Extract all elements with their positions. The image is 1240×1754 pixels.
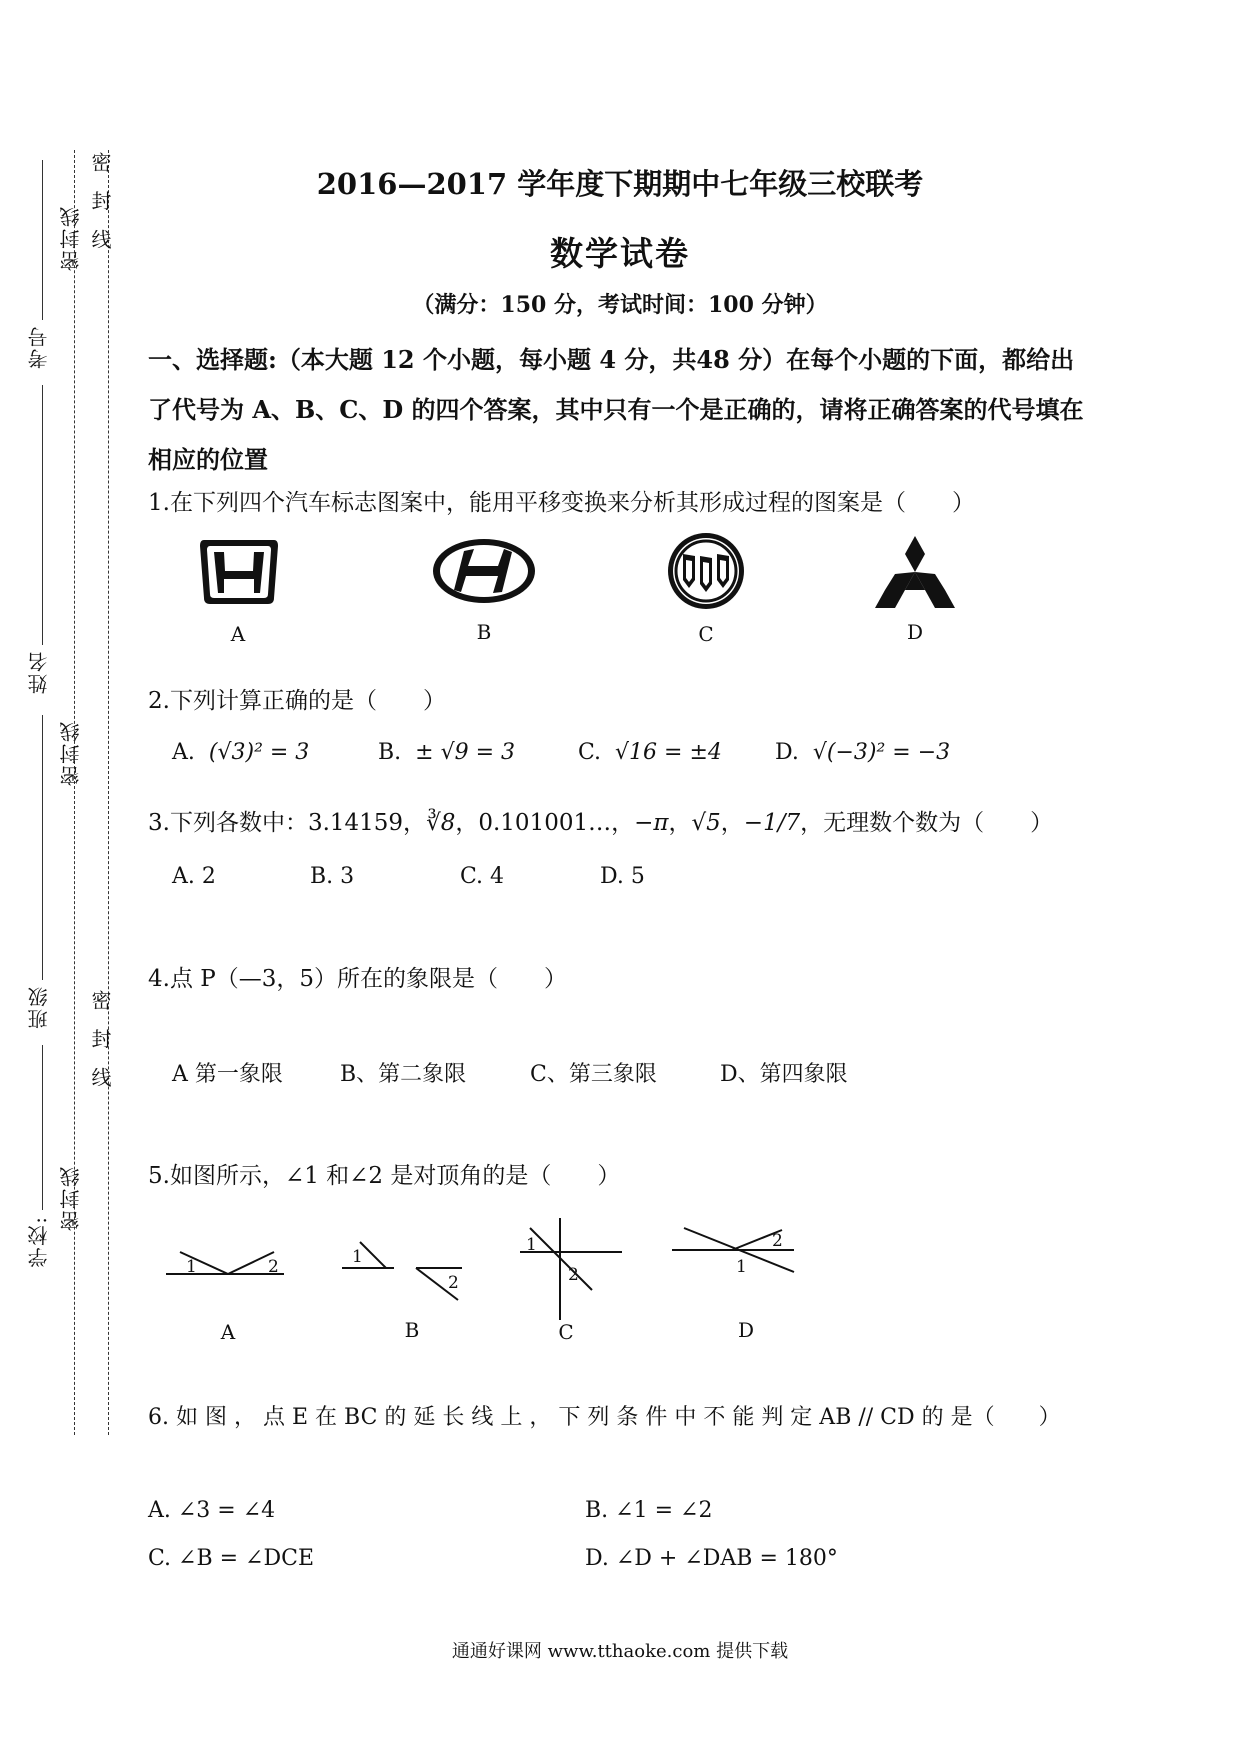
q2-option-d [775, 740, 950, 765]
q2-option-b-expr: ± √9 = 3 [408, 740, 516, 765]
logo-b-hyundai-icon [430, 536, 538, 606]
question-2-text: 2.下列计算正确的是（ ） [148, 688, 446, 714]
q3-cbrt8: ∛8 [426, 810, 456, 836]
q4-option-a: A 第一象限 [172, 1062, 283, 1087]
q2-option-d-letter: D. [775, 740, 799, 765]
q5-label-b: B [404, 1318, 420, 1342]
q3-neg-pi: −π [634, 810, 669, 836]
seal-line-label-right-top: 密 封 线 [88, 152, 112, 255]
exam-no-fill-line-2 [42, 385, 43, 645]
q2-option-d-expr: √(−3)² = −3 [805, 740, 951, 765]
svg-text:2: 2 [772, 1231, 783, 1251]
svg-text:1: 1 [186, 1257, 197, 1277]
q1-label-d: D [906, 620, 924, 644]
footer-source: 通通好课网 www.tthaoke.com 提供下载 [451, 1641, 789, 1662]
exam-no-label: 考号 [27, 325, 51, 369]
q5-label-c: C [558, 1320, 574, 1344]
seal-line-label-bottom: 密封线 [59, 1165, 83, 1231]
q3-text-c: ， [668, 810, 692, 836]
svg-text:2: 2 [268, 1257, 279, 1277]
subject-title: 数学试卷 [550, 234, 690, 273]
q2-option-a-letter: A. [172, 740, 195, 765]
seal-line-label-right-mid: 密 封 线 [88, 990, 112, 1093]
svg-text:2: 2 [448, 1273, 459, 1293]
question-4-text: 4.点 P（—3，5）所在的象限是（ ） [148, 966, 567, 992]
svg-text:1: 1 [526, 1235, 537, 1255]
q6-option-d: D. ∠D + ∠DAB = 180° [585, 1546, 838, 1571]
q2-option-a [172, 740, 309, 765]
school-label: 学校: [27, 1215, 51, 1268]
q3-text-d: ， [720, 810, 744, 836]
q6-option-b: B. ∠1 = ∠2 [585, 1498, 713, 1523]
question-6-text: 6. 如 图 ， 点 E 在 BC 的 延 长 线 上 ， 下 列 条 件 中 不 能 判 定 AB // CD 的 是（ ） [148, 1405, 1061, 1430]
q3-text-a: 3.下列各数中：3.14159， [148, 810, 427, 836]
name-fill-line [42, 715, 43, 980]
question-3-text [148, 804, 1053, 837]
class-fill-line [42, 1045, 43, 1210]
q5-figure-d [670, 1222, 800, 1282]
logo-c-buick-icon [665, 530, 747, 612]
q2-option-c-letter: C. [578, 740, 602, 765]
logo-d-mitsubishi-icon [873, 534, 957, 610]
q4-option-d: D、第四象限 [720, 1062, 848, 1087]
q6-option-a: A. ∠3 = ∠4 [148, 1498, 276, 1523]
q3-option-d: D. 5 [600, 864, 645, 889]
q6-option-c: C. ∠B = ∠DCE [148, 1546, 315, 1571]
name-label: 姓名 [27, 650, 51, 694]
question-5-text: 5.如图所示，∠1 和∠2 是对顶角的是（ ） [148, 1163, 621, 1189]
q3-option-c: C. 4 [460, 864, 505, 889]
svg-text:2: 2 [568, 1265, 579, 1285]
q3-option-a: A. 2 [172, 864, 216, 889]
q4-option-b: B、第二象限 [340, 1062, 467, 1087]
q1-label-b: B [476, 620, 492, 644]
seal-line-label-mid: 密封线 [59, 720, 83, 786]
svg-text:1: 1 [352, 1247, 363, 1267]
seal-dashed-line-left [74, 150, 75, 1435]
question-1-text: 1.在下列四个汽车标志图案中，能用平移变换来分析其形成过程的图案是（ ） [148, 490, 975, 516]
q3-text-e: ，无理数个数为（ ） [800, 810, 1054, 836]
q3-option-b: B. 3 [310, 864, 355, 889]
q5-figure-a [160, 1232, 290, 1282]
logo-a-honda-icon [198, 536, 280, 608]
q3-text-b: ，0.101001…， [455, 810, 635, 836]
class-label: 班级 [27, 985, 51, 1029]
svg-text:1: 1 [736, 1257, 747, 1277]
q1-label-c: C [698, 622, 714, 646]
q5-figure-b [338, 1232, 468, 1302]
q3-neg-one-seventh: −1/7 [743, 810, 801, 836]
q5-label-a: A [220, 1320, 236, 1344]
q3-sqrt5: √5 [691, 810, 721, 836]
seal-dashed-line-right [108, 150, 109, 1435]
q1-label-a: A [230, 622, 246, 646]
seal-line-label-top: 密封线 [59, 205, 83, 271]
q2-option-c [578, 740, 722, 765]
q2-option-b [378, 740, 515, 765]
q2-option-a-expr: (√3)² = 3 [201, 740, 310, 765]
q2-option-b-letter: B. [378, 740, 402, 765]
q4-option-c: C、第三象限 [530, 1062, 657, 1087]
q5-label-d: D [737, 1318, 755, 1342]
exam-title: 2016—2017 学年度下期期中七年级三校联考 [316, 167, 924, 201]
q2-option-c-expr: √16 = ±4 [608, 740, 722, 765]
q5-figure-c [516, 1214, 626, 1324]
section-heading: 一、选择题:（本大题 12 个小题，每小题 4 分，共48 分）在每个小题的下面，都给出了代号为 A、B、C、D 的四个答案，其中只有一个是正确的，请将正确答案的代号填在相应的位置 [148, 345, 1084, 474]
exam-info: （满分：150 分，考试时间：100 分钟） [412, 292, 828, 318]
